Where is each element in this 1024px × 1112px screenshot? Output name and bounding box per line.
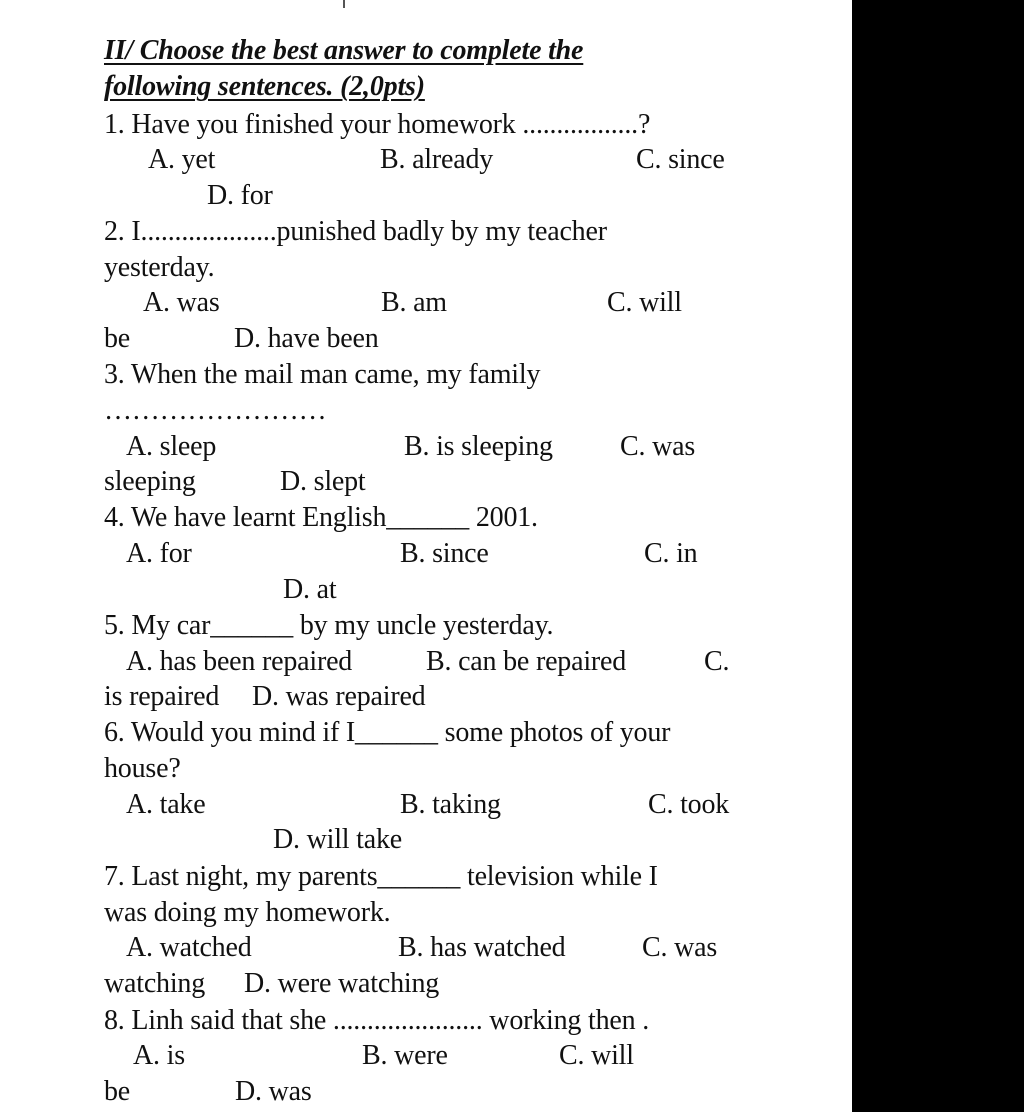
question-3-option-b: B. is sleeping (404, 431, 553, 462)
question-2-option-c: C. will (607, 287, 682, 318)
question-7-option-b: B. has watched (398, 932, 566, 963)
section-heading-line-1: II/ Choose the best answer to complete the (104, 35, 584, 66)
question-7-option-c: C. was (642, 932, 718, 963)
question-3-option-c-cont: sleeping (104, 466, 196, 497)
question-3-option-a: A. sleep (126, 431, 217, 462)
question-8-option-c: C. will (559, 1040, 634, 1071)
question-7-stem-cont: was doing my homework. (104, 897, 391, 928)
question-3-option-d: D. slept (280, 466, 366, 497)
question-6-stem: 6. Would you mind if I______ some photos of your (104, 717, 671, 748)
question-5-option-c-cont: is repaired (104, 681, 220, 712)
question-2-option-d: D. have been (234, 323, 379, 354)
question-4-option-d: D. at (283, 574, 337, 605)
question-2-option-c-cont: be (104, 323, 131, 354)
question-6-stem-cont: house? (104, 753, 181, 784)
question-8-option-b: B. were (362, 1040, 448, 1071)
black-border-band (852, 0, 1024, 1112)
question-8-option-a: A. is (133, 1040, 185, 1071)
question-4-stem: 4. We have learnt English______ 2001. (104, 502, 538, 533)
question-5-option-c: C. (704, 646, 730, 677)
question-2-option-a: A. was (143, 287, 220, 318)
question-7-option-c-cont: watching (104, 968, 206, 999)
question-4-option-b: B. since (400, 538, 489, 569)
question-2-stem-cont: yesterday. (104, 252, 215, 283)
question-5-option-b: B. can be repaired (426, 646, 627, 677)
question-7-option-a: A. watched (126, 932, 252, 963)
question-6-option-a: A. take (126, 789, 206, 820)
question-5-option-d: D. was repaired (252, 681, 426, 712)
question-3-blank: …………………… (104, 395, 327, 426)
question-2-option-b: B. am (381, 287, 447, 318)
question-3-stem: 3. When the mail man came, my family (104, 359, 541, 390)
question-6-option-c: C. took (648, 789, 730, 820)
question-8-option-d: D. was (235, 1076, 312, 1107)
question-6-option-d: D. will take (273, 824, 403, 855)
question-5-stem: 5. My car______ by my uncle yesterday. (104, 610, 554, 641)
question-2-stem: 2. I....................punished badly by my teacher (104, 216, 607, 247)
question-7-stem: 7. Last night, my parents______ television while I (104, 861, 658, 892)
question-3-option-c: C. was (620, 431, 696, 462)
question-4-option-a: A. for (126, 538, 192, 569)
question-8-option-c-cont: be (104, 1076, 131, 1107)
question-1-stem: 1. Have you finished your homework .................? (104, 109, 651, 140)
section-heading-line-2: following sentences. (2,0pts) (104, 71, 425, 102)
top-edge-mark (343, 0, 345, 8)
question-1-option-a: A. yet (148, 144, 216, 175)
question-1-option-b: B. already (380, 144, 494, 175)
question-4-option-c: C. in (644, 538, 698, 569)
question-6-option-b: B. taking (400, 789, 501, 820)
question-1-option-d: D. for (207, 180, 273, 211)
question-1-option-c: C. since (636, 144, 725, 175)
question-7-option-d: D. were watching (244, 968, 440, 999)
question-5-option-a: A. has been repaired (126, 646, 353, 677)
question-8-stem: 8. Linh said that she ...................... working then . (104, 1005, 650, 1036)
